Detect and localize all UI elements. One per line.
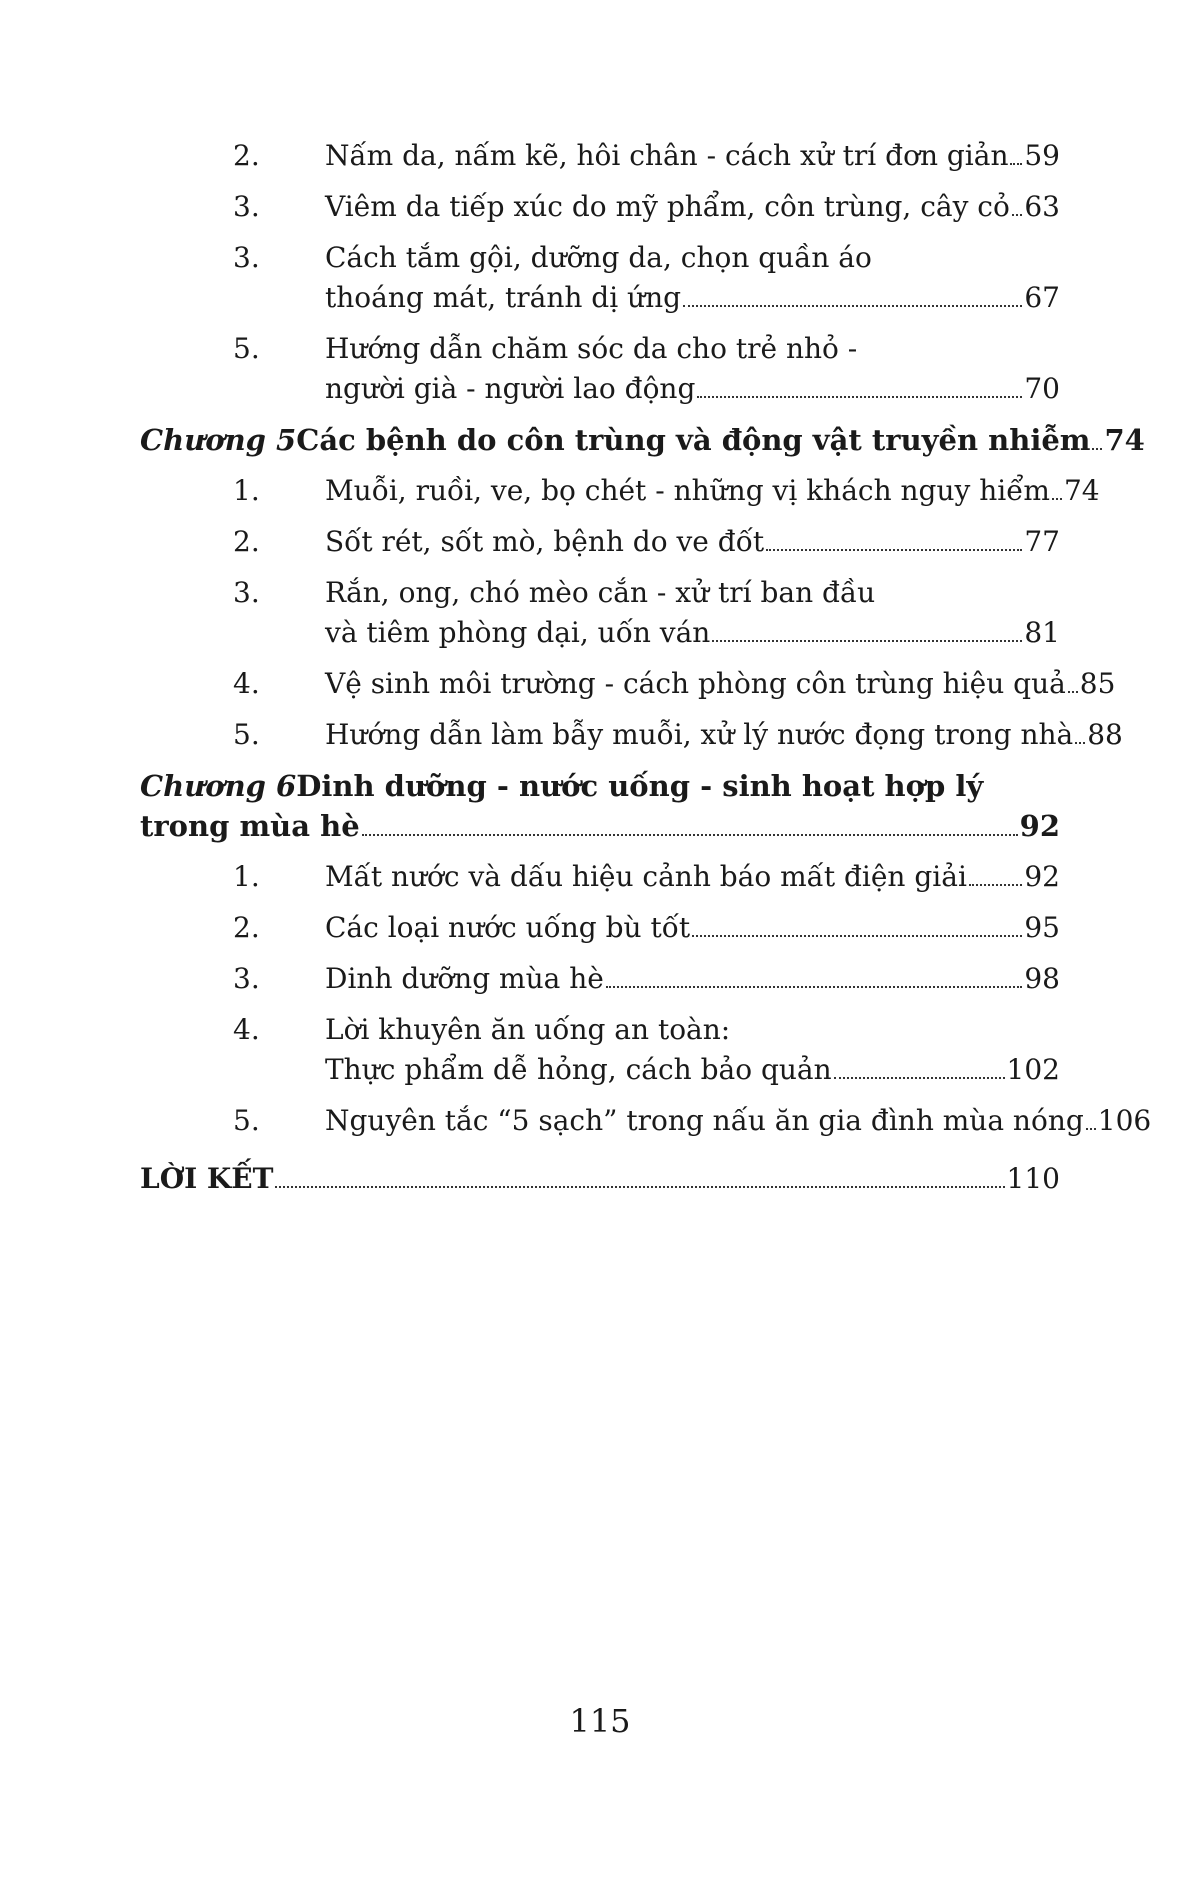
page-ref: 88 — [1087, 718, 1123, 751]
entry-line — [325, 1050, 1060, 1090]
page-ref: 67 — [1024, 281, 1060, 314]
page-ref: 77 — [1024, 525, 1060, 558]
entry-number: 3. — [233, 962, 260, 995]
entry-line — [325, 522, 1060, 562]
entry-line — [140, 1159, 1060, 1199]
entry-line — [325, 1101, 1152, 1141]
page-ref: 95 — [1024, 911, 1060, 944]
entry-body — [325, 187, 1060, 227]
toc-entry — [140, 857, 1060, 897]
entry-line — [325, 857, 1060, 897]
entry-body — [325, 1010, 1060, 1090]
page-ref: 102 — [1006, 1053, 1060, 1086]
page-ref: 106 — [1097, 1104, 1152, 1137]
closing-title: LỜI KẾT — [140, 1162, 274, 1195]
entry-number: 3. — [233, 576, 260, 609]
closing-heading — [140, 1159, 1060, 1199]
entry-text: người già - người lao động — [325, 372, 696, 405]
entry-line — [325, 187, 1060, 227]
entry-text: Sốt rét, sốt mò, bệnh do ve đốt — [325, 525, 765, 558]
entry-body — [325, 664, 1116, 704]
dot-leader — [1075, 742, 1085, 744]
entry-line — [325, 613, 1060, 653]
entry-number: 2. — [233, 139, 260, 172]
dot-leader — [606, 986, 1023, 988]
entry-line — [325, 959, 1060, 999]
dot-leader — [692, 935, 1022, 937]
page-number: 115 — [569, 1702, 631, 1740]
entry-text: Muỗi, ruồi, ve, bọ chét - những vị khách nguy hiểm — [325, 474, 1050, 507]
entry-number: 4. — [233, 667, 260, 700]
dot-leader — [834, 1077, 1005, 1079]
dot-leader — [275, 1186, 1004, 1188]
dot-leader — [1012, 214, 1023, 216]
entry-line — [325, 1010, 1060, 1050]
entry-text: Các loại nước uống bù tốt — [325, 911, 691, 944]
toc-entry — [140, 471, 1100, 511]
page-ref: 92 — [1024, 860, 1060, 893]
entry-number: 3. — [233, 241, 260, 274]
toc-entry — [140, 664, 1116, 704]
entry-body — [325, 329, 1060, 409]
entry-line — [140, 420, 1145, 460]
entry-text: Lời khuyên ăn uống an toàn: — [325, 1013, 731, 1046]
dot-leader — [1086, 1128, 1096, 1130]
entry-text: Hướng dẫn làm bẫy muỗi, xử lý nước đọng trong nhà — [325, 718, 1074, 751]
toc-entry — [140, 573, 1060, 653]
entry-body — [325, 908, 1060, 948]
entry-text: Rắn, ong, chó mèo cắn - xử trí ban đầu — [325, 576, 876, 609]
entry-text: và tiêm phòng dại, uốn ván — [325, 616, 711, 649]
entry-text: Dinh dưỡng mùa hè — [325, 962, 604, 995]
entry-number: 1. — [233, 860, 260, 893]
entry-number: 3. — [233, 190, 260, 223]
entry-line — [325, 238, 1060, 278]
entry-line — [325, 573, 1060, 613]
entry-line — [325, 329, 1060, 369]
entry-number: 5. — [233, 1104, 260, 1137]
dot-leader — [969, 884, 1022, 886]
toc-entry — [140, 715, 1123, 755]
page-ref: 74 — [1104, 423, 1145, 457]
toc-entry — [140, 908, 1060, 948]
toc-entry — [140, 1101, 1152, 1141]
entry-number: 5. — [233, 332, 260, 365]
page-ref: 81 — [1024, 616, 1060, 649]
entry-body — [325, 1101, 1152, 1141]
dot-leader — [1010, 163, 1022, 165]
dot-leader — [683, 305, 1022, 307]
table-of-contents — [140, 136, 1152, 1199]
entry-body — [325, 573, 1060, 653]
entry-text: Dinh dưỡng - nước uống - sinh hoạt hợp lý — [296, 769, 984, 803]
entry-text: Các bệnh do côn trùng và động vật truyền nhiễm — [296, 423, 1091, 457]
entry-line — [325, 278, 1060, 318]
page-ref: 110 — [1006, 1162, 1060, 1195]
entry-number: 1. — [233, 474, 260, 507]
entry-line — [140, 766, 1060, 806]
dot-leader — [766, 549, 1022, 551]
chapter-heading — [140, 420, 1145, 460]
entry-line — [325, 471, 1100, 511]
dot-leader — [1052, 498, 1062, 500]
entry-body — [325, 471, 1100, 511]
toc-entry — [140, 136, 1060, 176]
entry-body — [325, 857, 1060, 897]
entry-line — [325, 715, 1123, 755]
dot-leader — [712, 640, 1022, 642]
toc-entry — [140, 329, 1060, 409]
dot-leader — [1068, 691, 1078, 693]
entry-text: thoáng mát, tránh dị ứng — [325, 281, 682, 314]
page-ref: 92 — [1019, 809, 1060, 843]
page-ref: 70 — [1024, 372, 1060, 405]
entry-number: 4. — [233, 1013, 260, 1046]
toc-entry — [140, 1010, 1060, 1090]
entry-text: Nấm da, nấm kẽ, hôi chân - cách xử trí đơn giản — [325, 139, 1009, 172]
entry-body — [325, 136, 1060, 176]
page-ref: 59 — [1024, 139, 1060, 172]
entry-body — [325, 715, 1123, 755]
entry-text: Cách tắm gội, dưỡng da, chọn quần áo — [325, 241, 872, 274]
entry-number: 2. — [233, 525, 260, 558]
entry-text: Nguyên tắc “5 sạch” trong nấu ăn gia đình mùa nóng — [325, 1104, 1084, 1137]
chapter-label: Chương 5 — [140, 423, 297, 457]
entry-number: 5. — [233, 718, 260, 751]
dot-leader — [362, 834, 1018, 836]
dot-leader — [697, 396, 1022, 398]
entry-line — [325, 908, 1060, 948]
entry-line — [140, 806, 1060, 846]
entry-number: 2. — [233, 911, 260, 944]
page-ref: 85 — [1079, 667, 1116, 700]
entry-text: Vệ sinh môi trường - cách phòng côn trùng hiệu quả — [325, 667, 1066, 700]
chapter-label: Chương 6 — [140, 769, 297, 803]
toc-entry — [140, 959, 1060, 999]
entry-body — [325, 522, 1060, 562]
toc-entry — [140, 187, 1060, 227]
entry-text: Hướng dẫn chăm sóc da cho trẻ nhỏ - — [325, 332, 858, 365]
toc-entry — [140, 238, 1060, 318]
page-ref: 63 — [1024, 190, 1060, 223]
entry-body — [325, 238, 1060, 318]
toc-entry — [140, 522, 1060, 562]
entry-line — [325, 369, 1060, 409]
entry-text: Viêm da tiếp xúc do mỹ phẩm, côn trùng, cây cỏ — [325, 190, 1010, 223]
entry-line — [325, 136, 1060, 176]
entry-text: Mất nước và dấu hiệu cảnh báo mất điện giải — [325, 860, 967, 893]
entry-text: trong mùa hè — [140, 809, 360, 843]
page-ref: 98 — [1024, 962, 1060, 995]
dot-leader — [1092, 448, 1102, 450]
entry-body — [325, 959, 1060, 999]
entry-text: Thực phẩm dễ hỏng, cách bảo quản — [325, 1053, 832, 1086]
chapter-heading — [140, 766, 1060, 846]
page-ref: 74 — [1063, 474, 1100, 507]
entry-line — [325, 664, 1116, 704]
